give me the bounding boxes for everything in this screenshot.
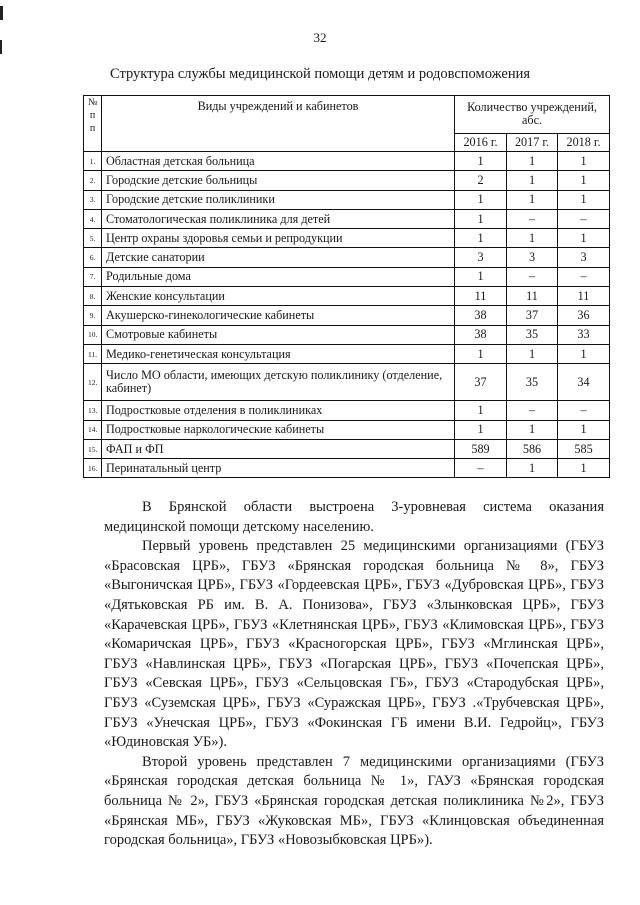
- table-row: [84, 287, 610, 306]
- table-row: [84, 190, 610, 209]
- table-row: [84, 325, 610, 344]
- count-2018: 1: [558, 190, 610, 209]
- table-row: [84, 459, 610, 478]
- count-2016: 2: [455, 171, 507, 190]
- row-number: 9.: [84, 306, 102, 325]
- count-2018: 1: [558, 229, 610, 248]
- count-2017: 1: [507, 420, 558, 439]
- header-count: Количество учреждений, абс.: [455, 96, 610, 134]
- row-number: 3.: [84, 190, 102, 209]
- count-2017: 1: [507, 459, 558, 478]
- institution-type: Подростковые наркологические кабинеты: [102, 420, 455, 439]
- header-type: Виды учреждений и кабинетов: [102, 96, 455, 152]
- row-number: 14.: [84, 420, 102, 439]
- institution-type: Женские консультации: [102, 287, 455, 306]
- row-number: 16.: [84, 459, 102, 478]
- institution-type: Родильные дома: [102, 267, 455, 286]
- count-2018: 33: [558, 325, 610, 344]
- row-number: 1.: [84, 152, 102, 171]
- institution-type: ФАП и ФП: [102, 439, 455, 458]
- table-row: [84, 420, 610, 439]
- table-row: [84, 364, 610, 401]
- count-2016: –: [455, 459, 507, 478]
- scan-edge-mark: [0, 6, 3, 20]
- count-2016: 1: [455, 344, 507, 363]
- header-year-2018: 2018 г.: [558, 134, 610, 152]
- institution-type: Детские санатории: [102, 248, 455, 267]
- count-2016: 589: [455, 439, 507, 458]
- table-row: [84, 344, 610, 363]
- count-2018: –: [558, 209, 610, 228]
- count-2016: 1: [455, 209, 507, 228]
- count-2018: –: [558, 267, 610, 286]
- table-row: [84, 152, 610, 171]
- count-2017: 35: [507, 364, 558, 401]
- paragraph-first-level: Первый уровень представлен 25 медицинскими организациями (ГБУЗ «Брасовская ЦРБ», ГБУЗ «Брянская городская больница № 8», ГБУЗ «Выгоничская ЦРБ», ГБУЗ «Гордеевская ЦРБ», ГБУЗ «Дубровская ЦРБ», ГБУЗ «Дятьковская РБ им. В. А. Понизова», ГБУЗ «Злынковская ЦРБ», ГБУЗ «Карачевская ЦРБ», ГБУЗ «Клетнянская ЦРБ», ГБУЗ «Климовская ЦРБ», ГБУЗ «Комаричская ЦРБ», ГБУЗ «Красногорская ЦРБ», ГБУЗ «Мглинская ЦРБ», ГБУЗ «Навлинская ЦРБ», ГБУЗ «Погарская ЦРБ», ГБУЗ «Почепская ЦРБ», ГБУЗ «Севская ЦРБ», ГБУЗ «Сельцовская ГБ», ГБУЗ «Стародубская ЦРБ», ГБУЗ «Суземская ЦРБ», ГБУЗ «Суражская ЦРБ», ГБУЗ .«Трубчевская ЦРБ», ГБУЗ «Унечская ЦРБ», ГБУЗ «Фокинская ГБ имени В.И. Гедройц», ГБУЗ «Юдиновская УБ»).: [104, 538, 604, 751]
- page-number: 32: [313, 30, 327, 45]
- count-2017: –: [507, 209, 558, 228]
- count-2016: 38: [455, 306, 507, 325]
- table-body: [84, 152, 610, 478]
- row-number: 2.: [84, 171, 102, 190]
- paragraph-intro: В Брянской области выстроена 3-уровневая система оказания медицинской помощи детскому населению.: [104, 499, 604, 535]
- institution-type: Подростковые отделения в поликлиниках: [102, 401, 455, 420]
- row-number: 4.: [84, 209, 102, 228]
- institution-type: Перинатальный центр: [102, 459, 455, 478]
- count-2018: 1: [558, 152, 610, 171]
- count-2018: 36: [558, 306, 610, 325]
- paragraph-second-level: Второй уровень представлен 7 медицинскими организациями (ГБУЗ «Брянская городская детская больница № 1», ГАУЗ «Брянская городская больница № 2», ГБУЗ «Брянская городская детская поликлиника №2», ГБУЗ «Брянская МБ», ГБУЗ «Жуковская МБ», ГБУЗ «Клинцовская объединенная городская больница», ГБУЗ «Новозыбковская ЦРБ»).: [104, 753, 604, 849]
- institution-type: Городские детские поликлиники: [102, 190, 455, 209]
- count-2018: 34: [558, 364, 610, 401]
- count-2017: –: [507, 267, 558, 286]
- count-2017: 3: [507, 248, 558, 267]
- count-2016: 1: [455, 267, 507, 286]
- table-row: [84, 209, 610, 228]
- table-row: [84, 267, 610, 286]
- institution-type: Акушерско-гинекологические кабинеты: [102, 306, 455, 325]
- body-text: [104, 498, 604, 851]
- count-2018: 585: [558, 439, 610, 458]
- table-row: [84, 306, 610, 325]
- count-2016: 11: [455, 287, 507, 306]
- count-2016: 38: [455, 325, 507, 344]
- row-number: 5.: [84, 229, 102, 248]
- count-2017: 1: [507, 152, 558, 171]
- institution-type: Городские детские больницы: [102, 171, 455, 190]
- count-2017: 1: [507, 229, 558, 248]
- header-year-2016: 2016 г.: [455, 134, 507, 152]
- count-2017: 1: [507, 344, 558, 363]
- count-2016: 37: [455, 364, 507, 401]
- row-number: 13.: [84, 401, 102, 420]
- count-2018: 11: [558, 287, 610, 306]
- document-title: Структура службы медицинской помощи детям и родовспоможения: [109, 66, 531, 82]
- count-2017: 1: [507, 171, 558, 190]
- count-2018: –: [558, 401, 610, 420]
- row-number: 12.: [84, 364, 102, 401]
- count-2017: 35: [507, 325, 558, 344]
- row-number: 11.: [84, 344, 102, 363]
- table-row: [84, 171, 610, 190]
- table-row: [84, 439, 610, 458]
- table-header: [84, 96, 610, 152]
- count-2018: 1: [558, 420, 610, 439]
- institutions-table: [83, 95, 610, 478]
- count-2018: 3: [558, 248, 610, 267]
- header-year-2017: 2017 г.: [507, 134, 558, 152]
- count-2018: 1: [558, 344, 610, 363]
- count-2016: 3: [455, 248, 507, 267]
- count-2018: 1: [558, 171, 610, 190]
- row-number: 15.: [84, 439, 102, 458]
- institution-type: Областная детская больница: [102, 152, 455, 171]
- count-2016: 1: [455, 420, 507, 439]
- count-2017: 1: [507, 190, 558, 209]
- count-2017: 37: [507, 306, 558, 325]
- row-number: 8.: [84, 287, 102, 306]
- count-2017: 586: [507, 439, 558, 458]
- row-number: 6.: [84, 248, 102, 267]
- table-row: [84, 401, 610, 420]
- institution-type: Смотровые кабинеты: [102, 325, 455, 344]
- count-2016: 1: [455, 401, 507, 420]
- institution-type: Число МО области, имеющих детскую поликлинику (отделение, кабинет): [102, 364, 455, 401]
- institution-type: Стоматологическая поликлиника для детей: [102, 209, 455, 228]
- institution-type: Центр охраны здоровья семьи и репродукции: [102, 229, 455, 248]
- row-number: 7.: [84, 267, 102, 286]
- count-2016: 1: [455, 229, 507, 248]
- row-number: 10.: [84, 325, 102, 344]
- count-2016: 1: [455, 190, 507, 209]
- count-2017: –: [507, 401, 558, 420]
- count-2018: 1: [558, 459, 610, 478]
- table-row: [84, 248, 610, 267]
- institution-type: Медико-генетическая консультация: [102, 344, 455, 363]
- count-2017: 11: [507, 287, 558, 306]
- count-2016: 1: [455, 152, 507, 171]
- header-number: № п п: [84, 96, 102, 152]
- table-row: [84, 229, 610, 248]
